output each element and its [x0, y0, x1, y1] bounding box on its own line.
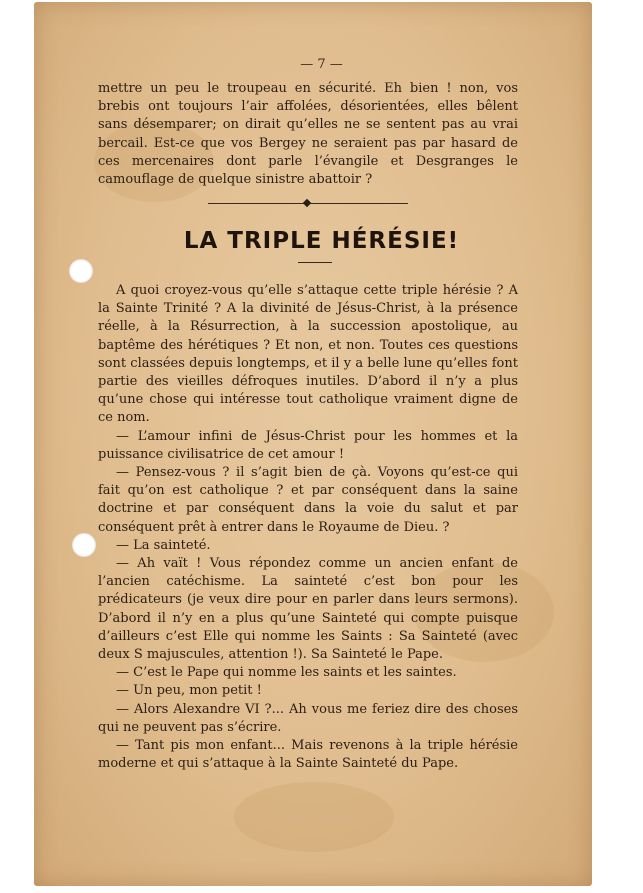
page-title: LA TRIPLE HÉRÉSIE!	[183, 228, 460, 254]
punch-hole	[72, 533, 96, 557]
paragraph: — Un peu, mon petit !	[116, 683, 262, 699]
paper-stain	[234, 782, 394, 852]
intro-paragraph: mettre un peu le troupeau en sécurité. Eh bien ! non, vos brebis ont toujours l’air affolées, désorientées, elles bêlent sans désemparer; on dirait qu’elles ne se sentent pas au vrai bercail. Est-ce que vos Bergey ne seraient pas par hasard de ces mercenaires dont parle l’évangile et Desgranges le camouflage de quelque sinistre abattoir ?	[98, 81, 518, 188]
paragraph: — C’est le Pape qui nomme les saints et les saintes.	[116, 665, 457, 681]
paragraph: — Ah vaït ! Vous répondez comme un ancien enfant de l’ancien catéchisme. La sainteté c’est bon pour les prédicateurs (je veux dire pour en parler dans leurs sermons). D’abord il n’y en a plus qu’une Sainteté qui compte puisque d’ailleurs c’est Elle qui nomme les Saints : Sa Sainteté (avec deux S majuscules, attention !). Sa Sainteté le Pape.	[98, 556, 518, 663]
body-text	[98, 282, 518, 773]
intro-paragraph-block	[98, 80, 518, 189]
paragraph: — Alors Alexandre VI ?... Ah vous me feriez dire des choses qui ne peuvent pas s’écrire.	[98, 701, 518, 735]
paragraph: — La sainteté.	[116, 537, 211, 553]
punch-hole	[69, 259, 93, 283]
paragraph: — Tant pis mon enfant... Mais revenons à la triple hérésie moderne et qui s’attaque à la Sainte Sainteté du Pape.	[98, 738, 518, 772]
page-number: — 7 —	[300, 57, 343, 72]
paragraph: A quoi croyez-vous qu’elle s’attaque cette triple hérésie ? A la Sainte Trinité ? A la divinité de Jésus-Christ, à la présence réelle, à la Résurrection, à la succession apostolique, au baptême des hérétiques ? Et non, et non. Toutes ces questions sont classées depuis longtemps, et il y a belle lune qu’elles font partie des vieilles défroques inutiles. D’abord il n’y a plus qu’une chose qui intéresse tout catholique vraiment digne de ce nom.	[98, 283, 518, 426]
paragraph: — Pensez-vous ? il s’agit bien de çà. Voyons qu’est-ce qui fait qu’on est catholique ? et par conséquent dans la saine doctrine et par conséquent dans la voie du salut et par conséquent prêt à entrer dans le Royaume de Dieu. ?	[98, 465, 518, 535]
paragraph: — L’amour infini de Jésus-Christ pour les hommes et la puissance civilisatrice de cet amour !	[98, 428, 518, 462]
title-underline	[298, 262, 332, 263]
